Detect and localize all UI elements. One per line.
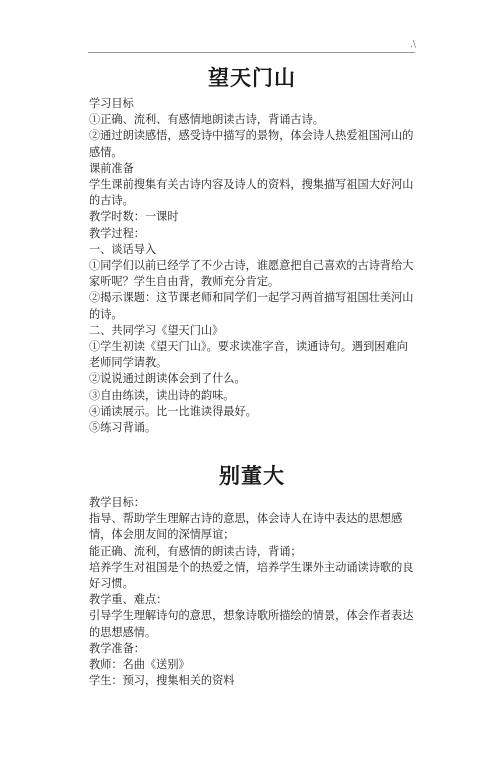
section-wangtianmenshan [89,64,415,436]
section-title: 望天门山 [208,66,296,90]
text-line: 指导、帮助学生理解古诗的意思，体会诗人在诗中表达的思想感情，体会朋友间的深情厚谊； [89,512,403,542]
text-line: 能正确、流利，有感情的朗读古诗，背诵； [89,544,302,558]
text-line: 一、谈话导入 [89,242,157,256]
text-line: ④诵读展示。比一比谁读得最好。 [89,404,257,418]
text-line: 教学目标： [89,496,145,509]
corner-mark: .\ [410,40,416,50]
text-line: ①正确、流利、有感情地朗读古诗，背诵古诗。 [89,113,324,127]
text-line: 引导学生理解诗句的意思，想象诗歌所描绘的情景，体会作者表达的思想感情。 [89,609,414,639]
text-line: 学生课前搜集有关古诗内容及诗人的资料，搜集描写祖国大好河山的古诗。 [89,178,414,208]
section-title: 别董大 [219,464,285,488]
text-line: ⑤练习背诵。 [89,421,157,435]
text-line: ①学生初读《望天门山》。要求读准字音，读通诗句。遇到困难向老师同学请教。 [89,340,408,370]
text-line: ②通过朗读感悟，感受诗中描写的景物，体会诗人热爱祖国河山的感情。 [89,129,414,159]
text-line: 课前准备 [89,161,134,175]
text-line: 教学过程： [89,226,145,240]
text-line: ②揭示课题：这节课老师和同学们一起学习两首描写祖国壮美河山的诗。 [89,291,414,321]
text-line: ①同学们以前已经学了不少古诗，谁愿意把自己喜欢的古诗背给大家听呢？学生自由背，教师充分肯定。 [89,259,414,289]
text-line: 教学重、难点： [89,593,168,607]
text-line: 学生：预习，搜集相关的资料 [89,674,235,688]
text-line: 学习目标 [89,97,134,110]
text-line: 教学准备： [89,641,145,655]
text-line: 二、共同学习《望天门山》 [89,323,224,337]
section-biedongda [89,462,415,689]
header-rule [88,52,415,53]
text-line: 教学时数：一课时 [89,210,179,224]
text-line: 教师：名曲《送别》 [89,658,190,672]
text-line: 培养学生对祖国是个的热爱之情，培养学生课外主动诵读诗歌的良好习惯。 [89,560,414,591]
text-line: ②说说通过朗读体会到了什么。 [89,372,246,386]
text-line: ③自由练读，读出诗的韵味。 [89,388,235,402]
